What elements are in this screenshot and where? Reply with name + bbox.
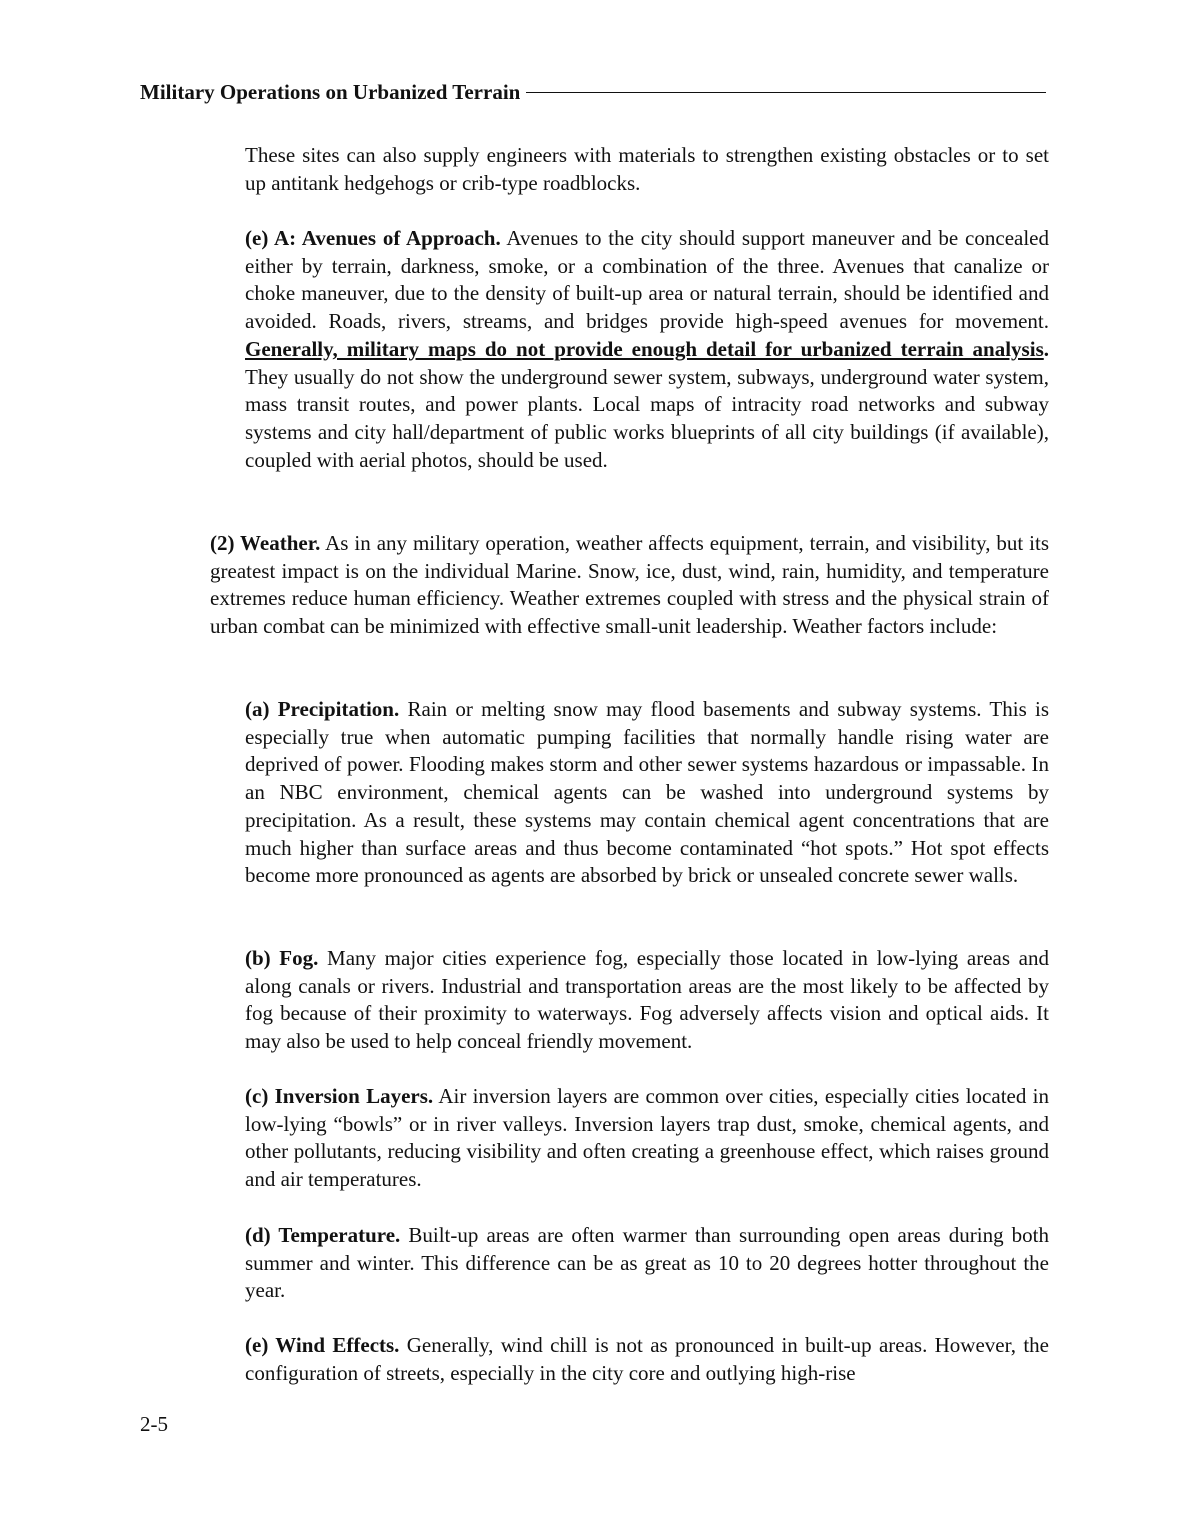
paragraph-heading: (d) Temperature. — [245, 1223, 401, 1247]
paragraph-text: These sites can also supply engineers with materials to strengthen existing obstacles or to set up antitank hedgehogs or crib-type roadblocks. — [245, 143, 1049, 195]
paragraph-weather — [210, 530, 1049, 641]
paragraph-fog — [245, 945, 1049, 1056]
paragraph-materials — [245, 142, 1049, 197]
paragraph-heading: (a) Precipitation. — [245, 697, 400, 721]
paragraph-heading: (e) A: Avenues of Approach. — [245, 226, 501, 250]
paragraph-text: Generally, wind chill is not as pronounced in built-up areas. However, the configuration of streets, especially in the city core and outlying high-rise — [245, 1333, 1049, 1385]
paragraph-text: Many major cities experience fog, especially those located in low-lying areas and along canals or rivers. Industrial and transportation areas are the most likely to be affected by fog because of their proximity to waterways. Fog adversely affects vision and optical aids. It may also be used to help conceal friendly movement. — [245, 946, 1049, 1054]
paragraph-wind-effects — [245, 1332, 1049, 1387]
paragraph-precipitation — [245, 696, 1049, 890]
page-header — [140, 78, 1046, 106]
paragraph-text-continued: They usually do not show the underground sewer system, subways, underground water system, mass transit routes, and power plants. Local maps of intracity road networks and subway systems and city hall/department of public works blueprints of all city buildings (if available), coupled with aerial photos, should be used. — [245, 364, 1049, 472]
paragraph-text: Built-up areas are often warmer than surrounding open areas during both summer and winter. This difference can be as great as 10 to 20 degrees hotter throughout the year. — [245, 1223, 1049, 1303]
page-number: 2-5 — [140, 1412, 168, 1436]
emphasis-end: . — [1043, 336, 1049, 361]
paragraph-text: Avenues to the city should support maneuver and be concealed either by terrain, darkness, smoke, or a combination of the three. Avenues that canalize or choke maneuver, due to the density of built-up area or natural terrain, should be identified and avoided. Roads, rivers, streams, and bridges provide high-speed avenues for movement. — [245, 226, 1049, 334]
paragraph-temperature — [245, 1222, 1049, 1305]
paragraph-text: As in any military operation, weather affects equipment, terrain, and visibility, but its greatest impact is on the individual Marine. Snow, ice, dust, wind, rain, humidity, and temperature extremes reduce human efficiency. Weather extremes coupled with stress and the physical strain of urban combat can be minimized with effective small-unit leadership. Weather factors include: — [210, 531, 1050, 639]
paragraph-heading: (c) Inversion Layers. — [245, 1084, 434, 1108]
paragraph-avenues-of-approach — [245, 225, 1049, 474]
emphasis-text: Generally, military maps do not provide enough detail for urbanized terrain analysis — [245, 336, 1044, 361]
paragraph-heading: (e) Wind Effects. — [245, 1333, 400, 1357]
paragraph-heading: (b) Fog. — [245, 946, 319, 970]
paragraph-heading: (2) Weather. — [210, 531, 321, 555]
paragraph-text: Rain or melting snow may flood basements and subway systems. This is especially true when automatic pumping facilities that normally handle rising water are deprived of power. Flooding makes storm and other sewer systems hazardous or impassable. In an NBC environment, chemical agents can be washed into underground systems by precipitation. As a result, these systems may contain chemical agent concentrations that are much higher than surface areas and thus become contaminated “hot spots.” Hot spot effects become more pronounced as agents are absorbed by brick or unsealed concrete sewer walls. — [245, 697, 1050, 888]
document-title: Military Operations on Urbanized Terrain — [140, 79, 521, 104]
paragraph-text: Air inversion layers are common over cities, especially cities located in low-lying “bowls” or in river valleys. Inversion layers trap dust, smoke, chemical agents, and other pollutants, reducing visibility and often creating a greenhouse effect, which raises ground and air temperatures. — [245, 1084, 1049, 1192]
paragraph-inversion-layers — [245, 1083, 1049, 1194]
header-rule — [526, 92, 1046, 93]
